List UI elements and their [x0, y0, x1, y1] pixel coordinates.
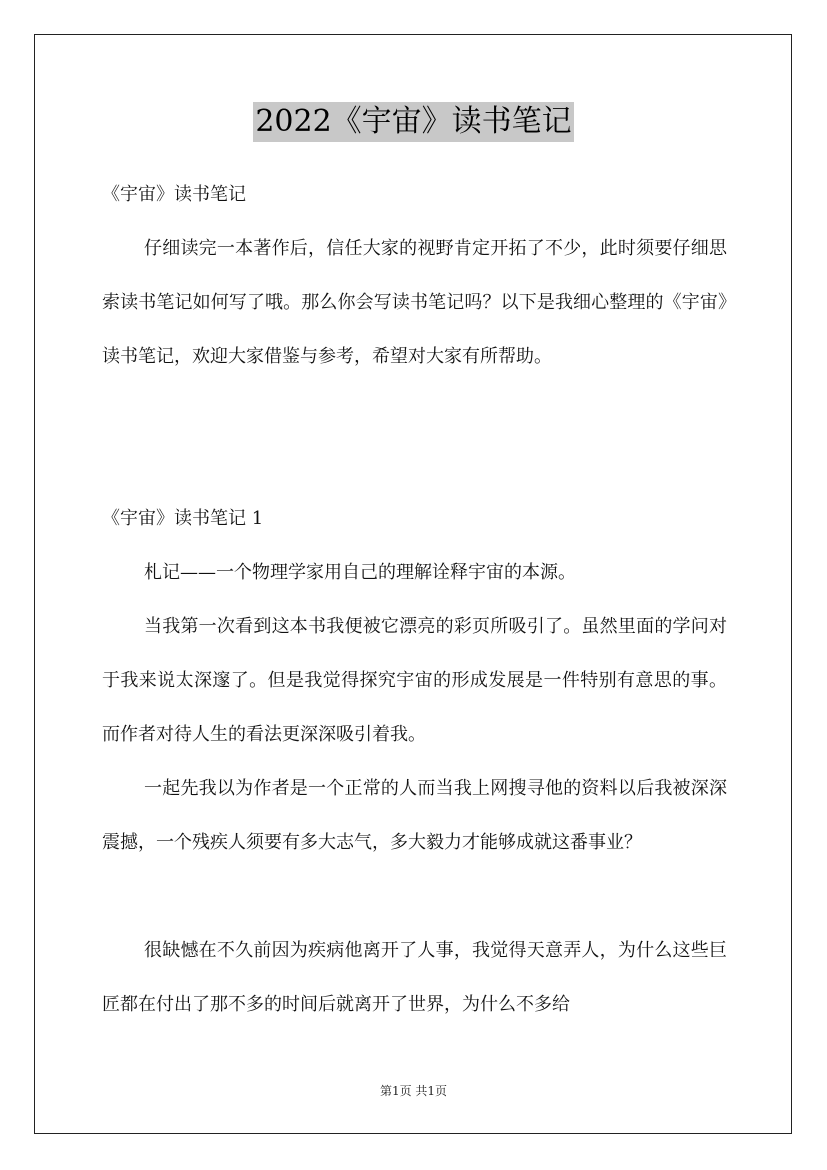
page-number-footer: 第1页 共1页	[379, 1084, 448, 1098]
intro-heading: 《宇宙》读书笔记	[102, 184, 246, 205]
body-paragraph-3: 一起先我以为作者是一个正常的人而当我上网搜寻他的资料以后我被深深震撼，一个残疾人须要有多大志气，多大毅力才能够成就这番事业？	[102, 778, 727, 853]
document-title: 2022《宇宙》读书笔记	[253, 102, 573, 142]
section-heading: 《宇宙》读书笔记 1	[102, 508, 264, 529]
body-paragraph-1: 札记——一个物理学家用自己的理解诠释宇宙的本源。	[144, 562, 576, 583]
title-container	[0, 102, 827, 142]
body-paragraph-2: 当我第一次看到这本书我便被它漂亮的彩页所吸引了。虽然里面的学问对于我来说太深邃了。但是我觉得探究宇宙的形成发展是一件特别有意思的事。而作者对待人生的看法更深深吸引着我。	[102, 616, 727, 745]
body-paragraph-4: 很缺憾在不久前因为疾病他离开了人事，我觉得天意弄人，为什么这些巨匠都在付出了那不多的时间后就离开了世界，为什么不多给	[102, 940, 727, 1015]
intro-paragraph: 仔细读完一本著作后，信任大家的视野肯定开拓了不少，此时须要仔细思索读书笔记如何写了哦。那么你会写读书笔记吗？以下是我细心整理的《宇宙》读书笔记，欢迎大家借鉴与参考，希望对大家有所帮助。	[102, 238, 727, 367]
